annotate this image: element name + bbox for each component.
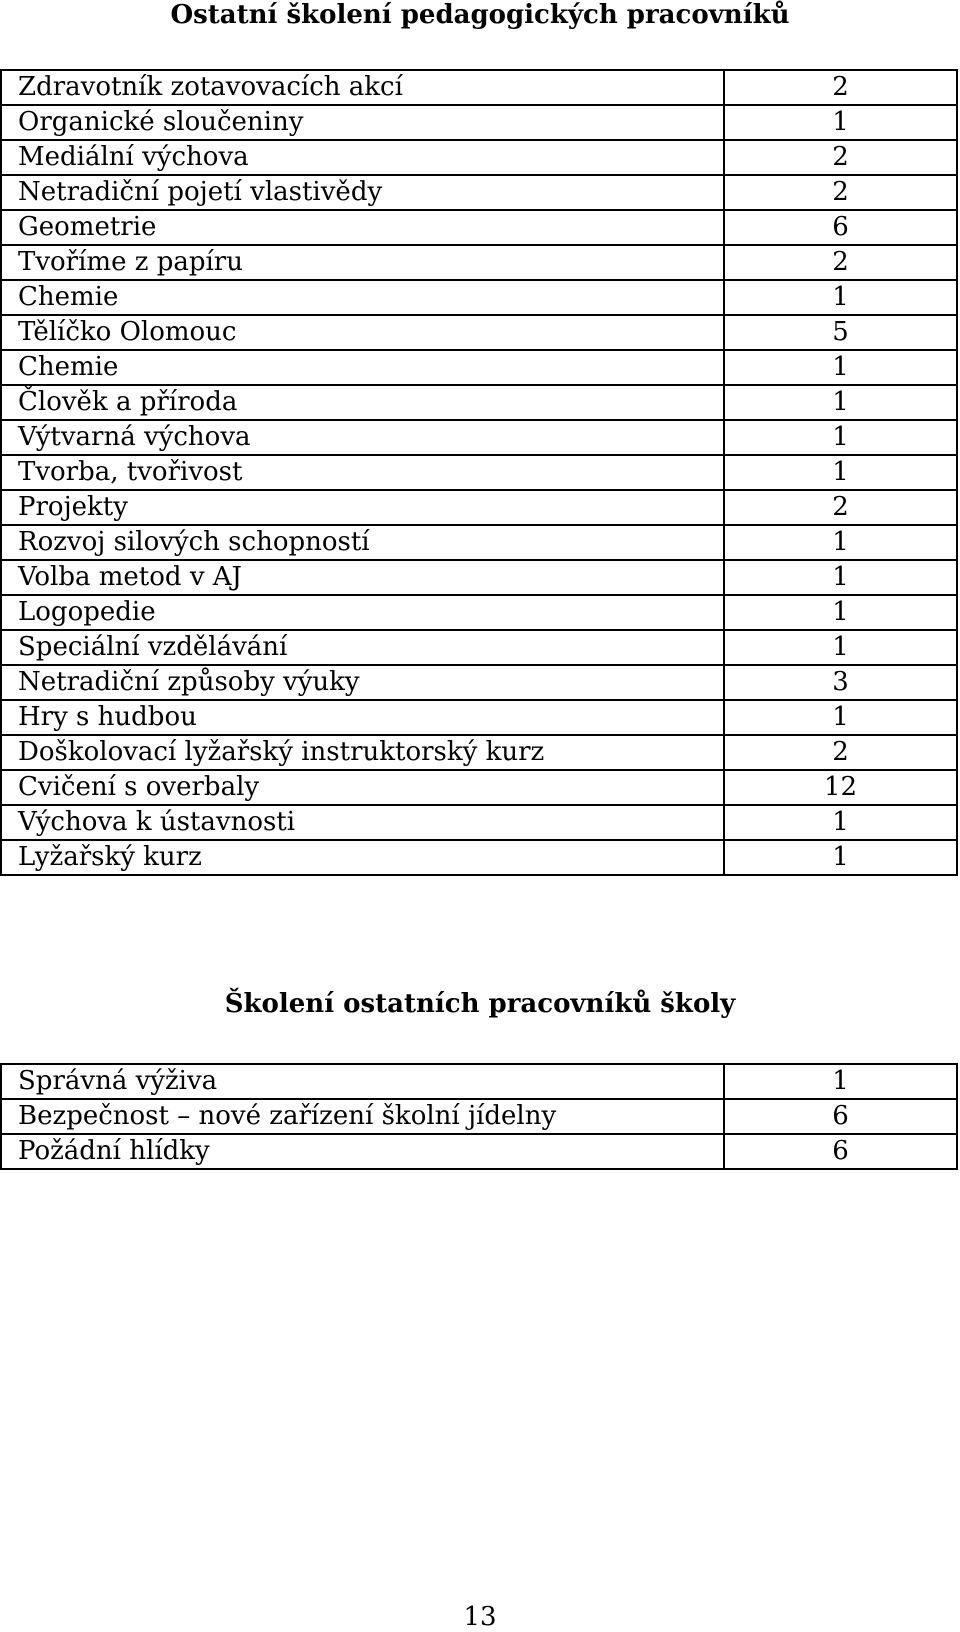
- table-row: [1, 665, 957, 700]
- participant-count: 12: [724, 770, 957, 805]
- table-row: [1, 280, 957, 315]
- participant-count: 1: [724, 840, 957, 875]
- staff-training-table: [0, 1063, 958, 1170]
- table-row: [1, 490, 957, 525]
- participant-count: 2: [724, 735, 957, 770]
- table-row: [1, 385, 957, 420]
- participant-count: 6: [724, 210, 957, 245]
- course-name: Tvoříme z papíru: [1, 245, 724, 280]
- participant-count: 3: [724, 665, 957, 700]
- course-name: Hry s hudbou: [1, 700, 724, 735]
- participant-count: 1: [724, 630, 957, 665]
- course-name: Člověk a příroda: [1, 385, 724, 420]
- participant-count: 1: [724, 420, 957, 455]
- table-row: [1, 315, 957, 350]
- course-name: Požádní hlídky: [1, 1134, 724, 1169]
- course-name: Tělíčko Olomouc: [1, 315, 724, 350]
- section-title-teacher-training: Ostatní školení pedagogických pracovníků: [170, 0, 790, 30]
- participant-count: 6: [724, 1134, 957, 1169]
- participant-count: 2: [724, 70, 957, 105]
- table-row: [1, 350, 957, 385]
- participant-count: 2: [724, 140, 957, 175]
- participant-count: 2: [724, 490, 957, 525]
- course-name: Logopedie: [1, 595, 724, 630]
- table-row: [1, 630, 957, 665]
- participant-count: 5: [724, 315, 957, 350]
- teacher-training-table: [0, 69, 958, 876]
- staff-training-table-body: [1, 1064, 957, 1169]
- participant-count: 2: [724, 245, 957, 280]
- course-name: Geometrie: [1, 210, 724, 245]
- page-number: 13: [463, 1602, 497, 1632]
- course-name: Chemie: [1, 350, 724, 385]
- table-row: [1, 140, 957, 175]
- table-row: [1, 1064, 957, 1099]
- section-title-staff-training: Školení ostatních pracovníků školy: [224, 989, 736, 1019]
- table-row: [1, 525, 957, 560]
- participant-count: 6: [724, 1099, 957, 1134]
- participant-count: 1: [724, 1064, 957, 1099]
- course-name: Zdravotník zotavovacích akcí: [1, 70, 724, 105]
- participant-count: 1: [724, 105, 957, 140]
- participant-count: 1: [724, 455, 957, 490]
- course-name: Volba metod v AJ: [1, 560, 724, 595]
- teacher-training-table-body: [1, 70, 957, 875]
- table-row: [1, 1134, 957, 1169]
- course-name: Netradiční pojetí vlastivědy: [1, 175, 724, 210]
- course-name: Doškolovací lyžařský instruktorský kurz: [1, 735, 724, 770]
- table-row: [1, 595, 957, 630]
- participant-count: 2: [724, 175, 957, 210]
- participant-count: 1: [724, 595, 957, 630]
- course-name: Lyžařský kurz: [1, 840, 724, 875]
- course-name: Správná výživa: [1, 1064, 724, 1099]
- course-name: Speciální vzdělávání: [1, 630, 724, 665]
- course-name: Organické sloučeniny: [1, 105, 724, 140]
- table-row: [1, 1099, 957, 1134]
- table-row: [1, 105, 957, 140]
- table-row: [1, 840, 957, 875]
- course-name: Projekty: [1, 490, 724, 525]
- table-row: [1, 700, 957, 735]
- table-row: [1, 560, 957, 595]
- course-name: Cvičení s overbaly: [1, 770, 724, 805]
- participant-count: 1: [724, 700, 957, 735]
- course-name: Bezpečnost – nové zařízení školní jídelny: [1, 1099, 724, 1134]
- table-row: [1, 420, 957, 455]
- table-row: [1, 805, 957, 840]
- course-name: Výchova k ústavnosti: [1, 805, 724, 840]
- course-name: Rozvoj silových schopností: [1, 525, 724, 560]
- table-row: [1, 735, 957, 770]
- participant-count: 1: [724, 280, 957, 315]
- course-name: Netradiční způsoby výuky: [1, 665, 724, 700]
- table-row: [1, 70, 957, 105]
- participant-count: 1: [724, 350, 957, 385]
- table-row: [1, 175, 957, 210]
- table-row: [1, 210, 957, 245]
- table-row: [1, 770, 957, 805]
- participant-count: 1: [724, 525, 957, 560]
- participant-count: 1: [724, 385, 957, 420]
- course-name: Výtvarná výchova: [1, 420, 724, 455]
- course-name: Mediální výchova: [1, 140, 724, 175]
- table-row: [1, 455, 957, 490]
- course-name: Tvorba, tvořivost: [1, 455, 724, 490]
- participant-count: 1: [724, 560, 957, 595]
- participant-count: 1: [724, 805, 957, 840]
- course-name: Chemie: [1, 280, 724, 315]
- table-row: [1, 245, 957, 280]
